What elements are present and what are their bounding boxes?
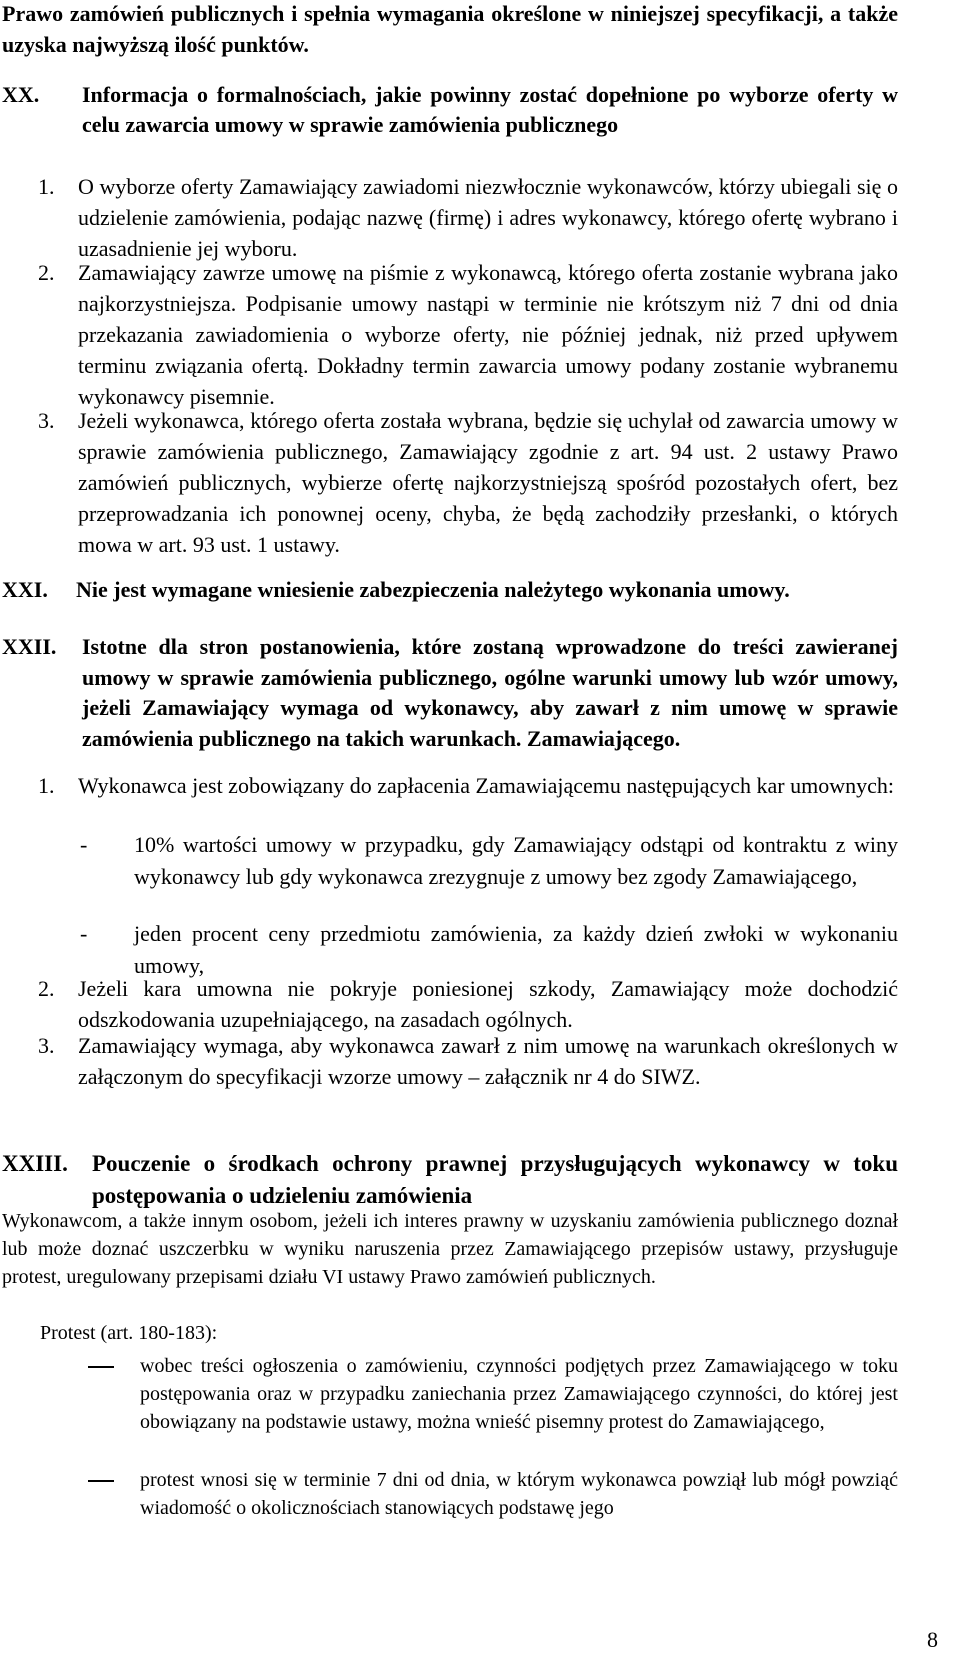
intro-paragraph: Prawo zamówień publicznych i spełnia wymagania określone w niniejszej specyfikacji, a także uzyska najwyższą ilość punktów. [2,1,898,57]
item-text: Jeżeli wykonawca, którego oferta została wybrana, będzie się uchylał od zawarcia umowy w sprawie zamówienia publicznego, Zamawiający zgodnie z art. 94 ust. 2 ustawy Prawo zamówień publicznych, wybierze ofertę najkorzystniejszą spośród pozostałych ofert, bez przeprowadzania ich ponownej oceny, chyba, że będą zachodziły przesłanki, o których mowa w art. 93 ust. 1 ustawy. [78,408,898,557]
list-item [38,257,898,412]
dash-marker: - [80,921,88,946]
item-number: 1. [38,773,55,798]
section-title: Informacja o formalnościach, jakie powinny zostać dopełnione po wyborze oferty w celu zawarcia umowy w sprawie zamówienia publicznego [82,82,898,137]
item-number: 2. [38,976,55,1001]
list-item [38,1030,898,1092]
list-item [38,171,898,264]
item-text: Jeżeli kara umowna nie pokryje poniesionej szkody, Zamawiający może dochodzić odszkodowania uzupełniającego, na zasadach ogólnych. [78,976,898,1032]
section-number: XXIII. [2,1151,68,1176]
list-item [38,973,898,1035]
item-number: 1. [38,174,55,199]
section-number: XX. [2,82,40,107]
dash-text: 10% wartości umowy w przypadku, gdy Zamawiający odstąpi od kontraktu z winy wykonawcy lub gdy wykonawca zrezygnuje z umowy bez zgody Zamawiającego, [134,832,898,889]
dash-marker [88,1366,114,1368]
item-number: 3. [38,1033,55,1058]
page-number: 8 [927,1627,938,1652]
section-xxiii-heading [2,1148,898,1212]
item-text: O wyborze oferty Zamawiający zawiadomi niezwłocznie wykonawców, którzy ubiegali się o udzielenie zamówienia, podając nazwę (firmę) i adres wykonawcy, którego ofertę wybrano i uzasadnienie jej wyboru. [78,174,898,261]
remedies-paragraph: Wykonawcom, a także innym osobom, jeżeli ich interes prawny w uzyskaniu zamówienia publicznego doznał lub może doznać uszczerbku w wyniku naruszenia przez Zamawiającego przepisów ustawy, przysługuje protest, uregulowany przepisami działu VI ustawy Prawo zamówień publicznych. [2,1210,898,1288]
protest-label: Protest (art. 180-183): [40,1322,218,1344]
dash-marker: - [80,832,88,857]
section-xxii-heading [2,632,898,754]
item-text: Wykonawca jest zobowiązany do zapłacenia Zamawiającemu następujących kar umownych: [78,773,894,798]
list-item [38,405,898,560]
item-number: 2. [38,260,55,285]
bullet-text: protest wnosi się w terminie 7 dni od dnia, w którym wykonawca powziął lub mógł powziąć wiadomość o okolicznościach stanowiących podstawę jego [140,1469,898,1519]
dash-item [80,829,898,893]
section-xx-heading [2,80,898,140]
dash-text: jeden procent ceny przedmiotu zamówienia, za każdy dzień zwłoki w wykonaniu umowy, [134,921,898,978]
item-number: 3. [38,408,55,433]
list-item [38,770,898,801]
section-number: XXI. [2,577,48,602]
item-text: Zamawiający wymaga, aby wykonawca zawarł z nim umowę na warunkach określonych w załączonym do specyfikacji wzorze umowy – załącznik nr 4 do SIWZ. [78,1033,898,1089]
dash-marker [88,1480,114,1482]
section-title: Pouczenie o środkach ochrony prawnej przysługujących wykonawcy w toku postępowania o udzieleniu zamówienia [92,1151,898,1208]
section-title: Nie jest wymagane wniesienie zabezpieczenia należytego wykonania umowy. [76,577,790,602]
item-text: Zamawiający zawrze umowę na piśmie z wykonawcą, którego oferta zostanie wybrana jako najkorzystniejsza. Podpisanie umowy nastąpi w terminie nie krótszym niż 7 dni od dnia przekazania zawiadomienia o wyborze oferty, nie później jednak, niż przed upływem terminu związania ofertą. Dokładny termin zawarcia umowy podany zostanie wybranemu wykonawcy pisemnie. [78,260,898,409]
section-xxi-heading [2,575,898,605]
bullet-item [88,1466,898,1522]
bullet-text: wobec treści ogłoszenia o zamówieniu, czynności podjętych przez Zamawiającego w toku postępowania oraz w przypadku zaniechania przez Zamawiającego czynności, do której jest obowiązany na podstawie ustawy, można wnieść pisemny protest do Zamawiającego, [140,1355,898,1433]
section-title: Istotne dla stron postanowienia, które zostaną wprowadzone do treści zawieranej umowy w sprawie zamówienia publicznego, ogólne warunki umowy lub wzór umowy, jeżeli Zamawiający wymaga od wykonawcy, aby zawarł z nim umowę w sprawie zamówienia publicznego na takich warunkach. Zamawiającego. [82,634,898,751]
bullet-item [88,1352,898,1436]
section-number: XXII. [2,634,57,659]
